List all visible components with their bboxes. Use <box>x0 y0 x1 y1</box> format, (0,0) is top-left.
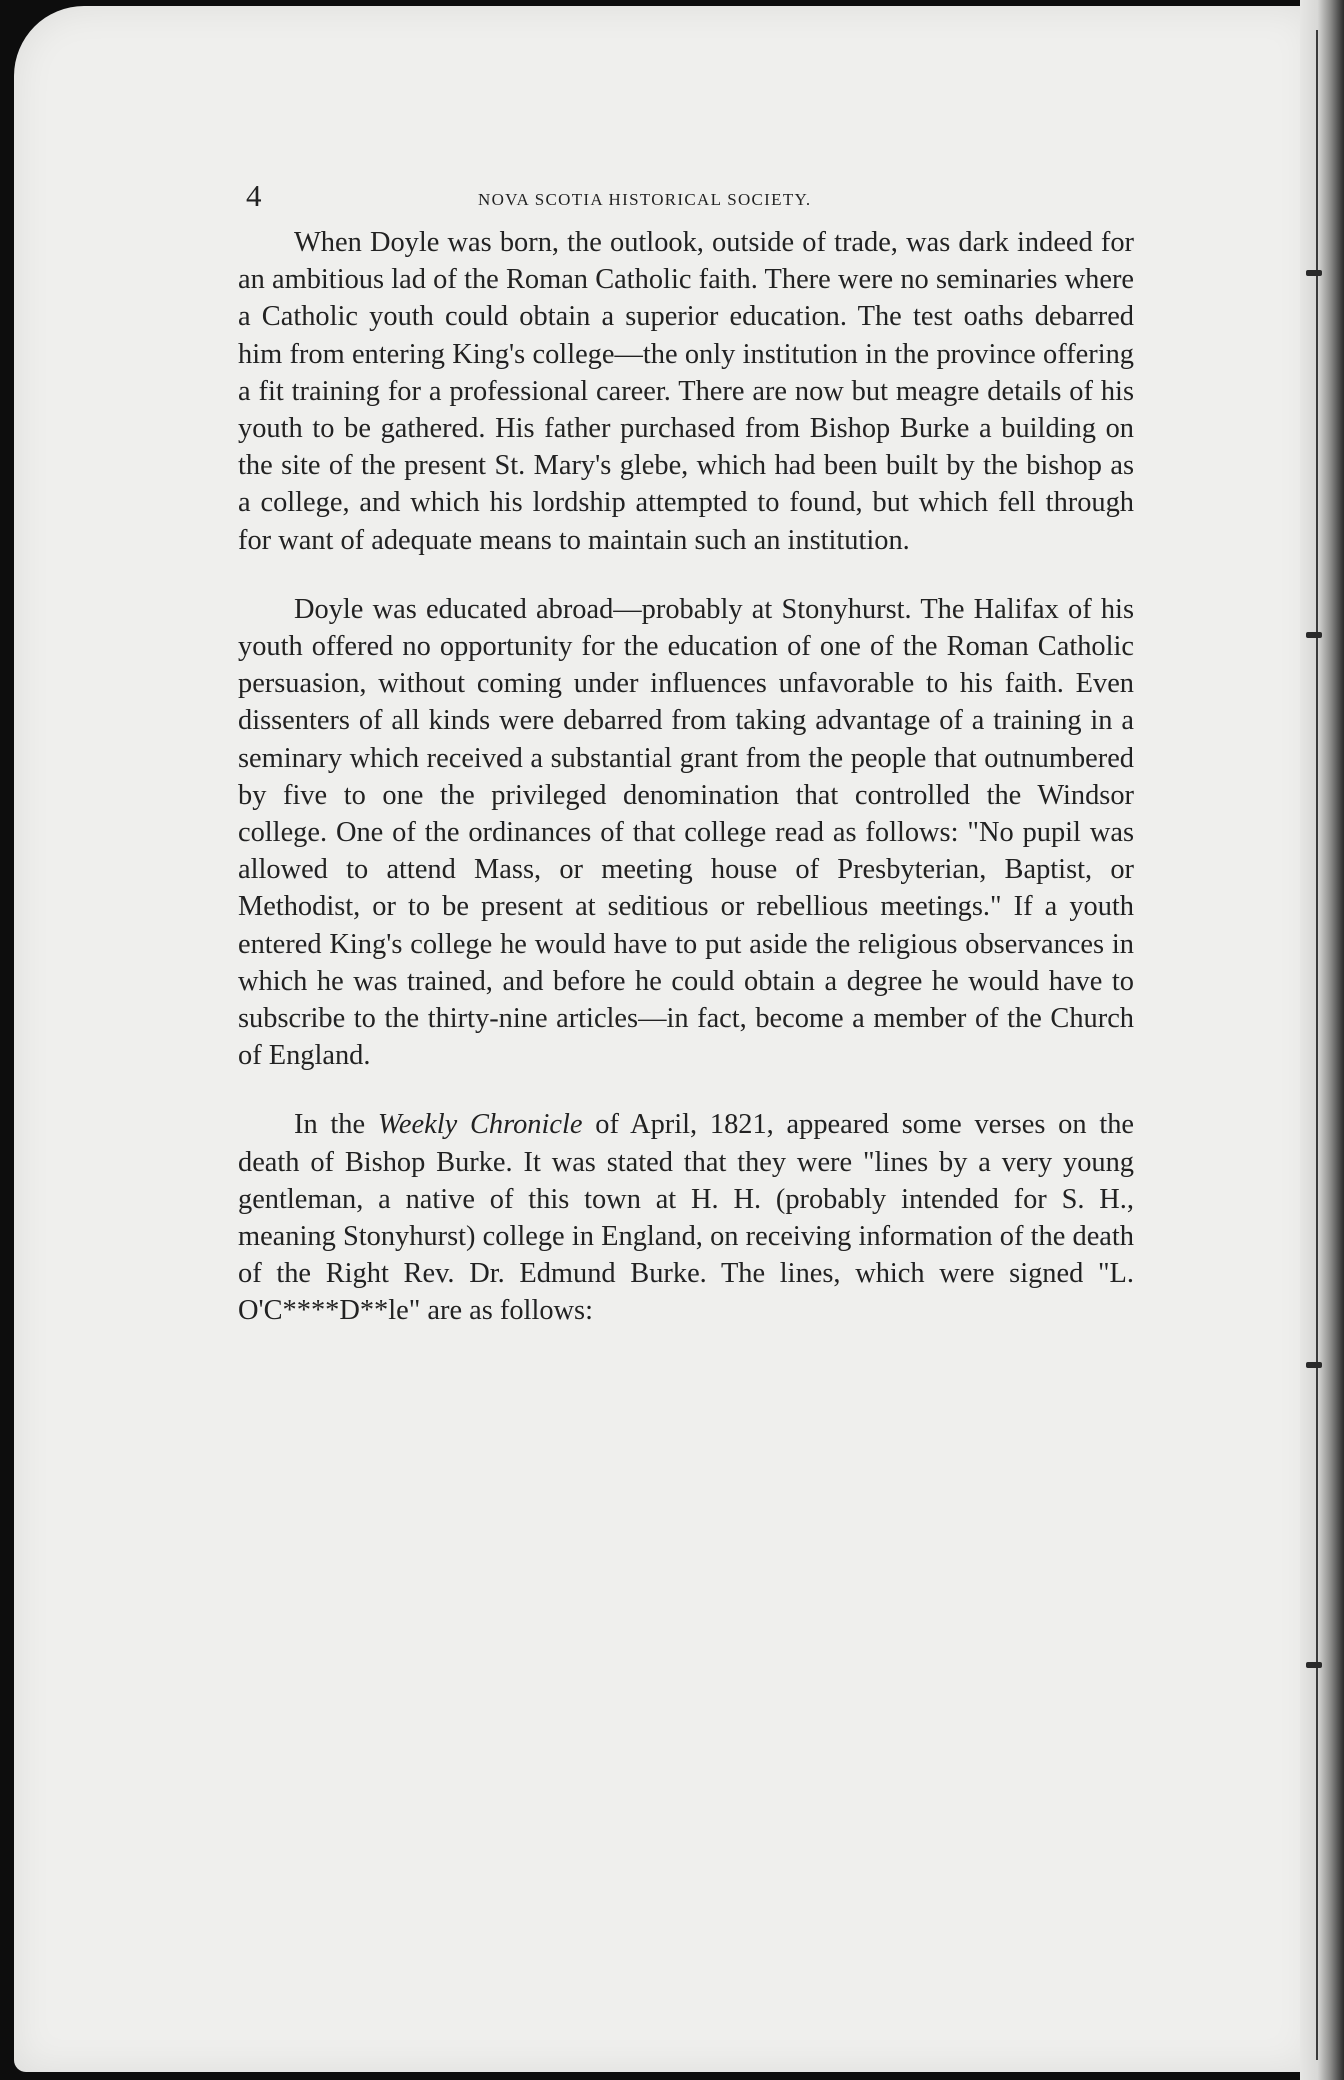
paragraph-text-after: of April, 1821, appeared some verses on the death of Bishop Burke. It was stated that they were "lines by a very young gentleman, a native of this town at H. H. (probably intended for S. H., meaning Stonyhurst) college in England, on receiving information of the death of the Right Rev. Dr. Edmund Burke. The lines, which were signed "L. O'C****D**le" are as follows: <box>238 1109 1135 1327</box>
body-paragraph <box>238 1106 1134 1329</box>
page-header <box>238 180 1134 224</box>
running-head: NOVA SCOTIA HISTORICAL SOCIETY. <box>478 190 812 209</box>
body-paragraph: When Doyle was born, the outlook, outside of trade, was dark indeed for an ambitious lad of the Roman Catholic faith. There were no seminaries where a Catholic youth could obtain a superior education. The test oaths debarred him from entering King's college—the only institution in the province offering a fit training for a professional career. There are now but meagre details of his youth to be gathered. His father purchased from Bishop Burke a building on the site of the present St. Mary's glebe, which had been built by the bishop as a college, and which his lordship attempted to found, but which fell through for want of adequate means to maintain such an institution. <box>238 227 1134 556</box>
body-paragraph: Doyle was educated abroad—probably at Stonyhurst. The Halifax of his youth offered no opportunity for the education of one of the Roman Catholic persuasion, without coming under influences unfavorable to his faith. Even dissenters of all kinds were debarred from taking advantage of a training in a seminary which received a substantial grant from the people that outnumbered by five to one the privileged denomination that controlled the Windsor college. One of the ordinances of that college read as follows: "No pupil was allowed to attend Mass, or meeting house of Presbyterian, Baptist, or Methodist, or to be present at seditious or rebellious meetings." If a youth entered King's college he would have to put aside the religious observances in which he was trained, and before he could obtain a degree he would have to subscribe to the thirty-nine articles—in fact, become a member of the Church of England. <box>238 593 1134 1072</box>
page-number: 4 <box>246 178 262 213</box>
publication-title: Weekly Chronicle <box>377 1109 583 1141</box>
binding-stitch <box>1306 1662 1322 1668</box>
binding-stitch <box>1306 1362 1322 1368</box>
paragraph-text-before: In the <box>294 1109 378 1141</box>
binding-stitch <box>1306 270 1322 276</box>
binding-stitch <box>1306 632 1322 638</box>
page-content <box>238 180 1134 1362</box>
book-spine <box>1300 0 1344 2080</box>
spine-edge <box>1316 30 1318 2060</box>
